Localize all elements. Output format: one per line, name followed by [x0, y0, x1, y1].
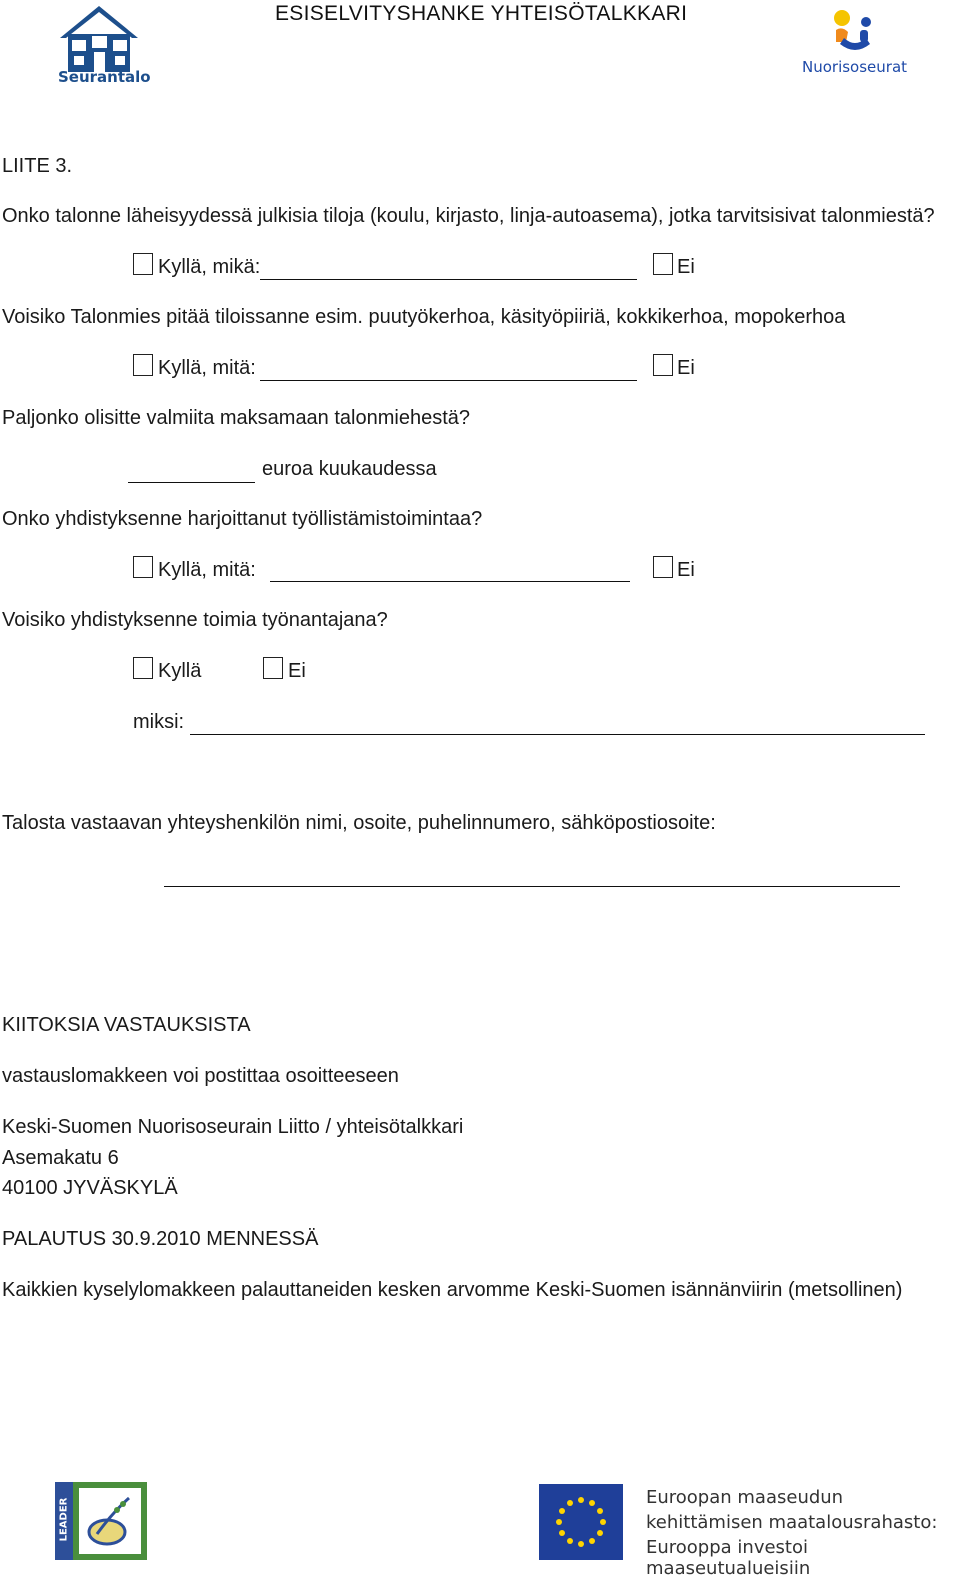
- seurantalo-logo: [52, 4, 151, 88]
- q1-no-label: Ei: [677, 256, 695, 278]
- question-contact-person: Talosta vastaavan yhteyshenkilön nimi, osoite, puhelinnumero, sähköpostiosoite:: [2, 812, 716, 834]
- leader-logo: [55, 1482, 147, 1560]
- thanks-heading: KIITOKSIA VASTAUKSISTA: [2, 1014, 251, 1036]
- q2-no-label: Ei: [677, 357, 695, 379]
- q1-no-checkbox[interactable]: [653, 253, 673, 275]
- q5-yes-label: Kyllä: [158, 660, 202, 682]
- eu-text-line-2: kehittämisen maatalousrahasto:: [646, 1512, 938, 1533]
- q4-yes-label: Kyllä, mitä:: [158, 559, 256, 581]
- question-employment: Onko yhdistyksenne harjoittanut työllistämistoimintaa?: [2, 508, 483, 530]
- q4-no-checkbox[interactable]: [653, 556, 673, 578]
- appendix-label: LIITE 3.: [2, 155, 73, 177]
- leader-label: LEADER: [58, 1497, 70, 1542]
- q2-yes-label: Kyllä, mitä:: [158, 357, 256, 379]
- address-line-3: 40100 JYVÄSKYLÄ: [2, 1177, 178, 1199]
- question-clubs: Voisiko Talonmies pitää tiloissanne esim. puutyökerhoa, käsityöpiiriä, kokkikerhoa, mopokerhoa: [2, 306, 846, 328]
- question-payment: Paljonko olisitte valmiita maksamaan talonmiehestä?: [2, 407, 471, 429]
- q4-yes-checkbox[interactable]: [133, 556, 153, 578]
- mail-instruction: vastauslomakkeen voi postittaa osoitteeseen: [2, 1065, 399, 1087]
- q4-answer-line[interactable]: [270, 581, 630, 582]
- question-employer: Voisiko yhdistyksenne toimia työnantajana?: [2, 609, 388, 631]
- deadline-text: PALAUTUS 30.9.2010 MENNESSÄ: [2, 1228, 319, 1250]
- eu-text-line-1: Euroopan maaseudun: [646, 1487, 844, 1508]
- q3-unit-label: euroa kuukaudessa: [262, 458, 437, 480]
- people-icon: [800, 8, 910, 60]
- q5-why-line[interactable]: [190, 734, 925, 735]
- q2-yes-checkbox[interactable]: [133, 354, 153, 376]
- eu-flag: [539, 1484, 623, 1560]
- eu-text-line-3: Eurooppa investoi maaseutualueisiin: [646, 1537, 811, 1579]
- seurantalo-logo-text: Seurantalo: [58, 68, 151, 86]
- nuorisoseurat-logo-text: Nuorisoseurat: [802, 58, 908, 76]
- q2-answer-line[interactable]: [260, 380, 637, 381]
- q3-amount-line[interactable]: [128, 482, 255, 483]
- address-line-1: Keski-Suomen Nuorisoseurain Liitto / yhteisötalkkari: [2, 1116, 464, 1138]
- q5-no-label: Ei: [288, 660, 306, 682]
- q4-no-label: Ei: [677, 559, 695, 581]
- q2-no-checkbox[interactable]: [653, 354, 673, 376]
- q5-why-label: miksi:: [133, 711, 185, 733]
- q5-no-checkbox[interactable]: [263, 657, 283, 679]
- q1-answer-line[interactable]: [260, 279, 637, 280]
- eu-stars-icon: [539, 1484, 623, 1560]
- lottery-text: Kaikkien kyselylomakkeen palauttaneiden kesken arvomme Keski-Suomen isännänviirin (metsollinen): [2, 1279, 903, 1301]
- question-public-facilities: Onko talonne läheisyydessä julkisia tiloja (koulu, kirjasto, linja-autoasema), jotka tarvitsisivat talonmiestä?: [2, 205, 935, 227]
- q1-yes-label: Kyllä, mikä:: [158, 256, 261, 278]
- nuorisoseurat-logo: [800, 8, 910, 80]
- q1-yes-checkbox[interactable]: [133, 253, 153, 275]
- document-header-title: ESISELVITYSHANKE YHTEISÖTALKKARI: [275, 2, 688, 25]
- address-line-2: Asemakatu 6: [2, 1147, 119, 1169]
- q6-contact-line[interactable]: [164, 886, 900, 887]
- q5-yes-checkbox[interactable]: [133, 657, 153, 679]
